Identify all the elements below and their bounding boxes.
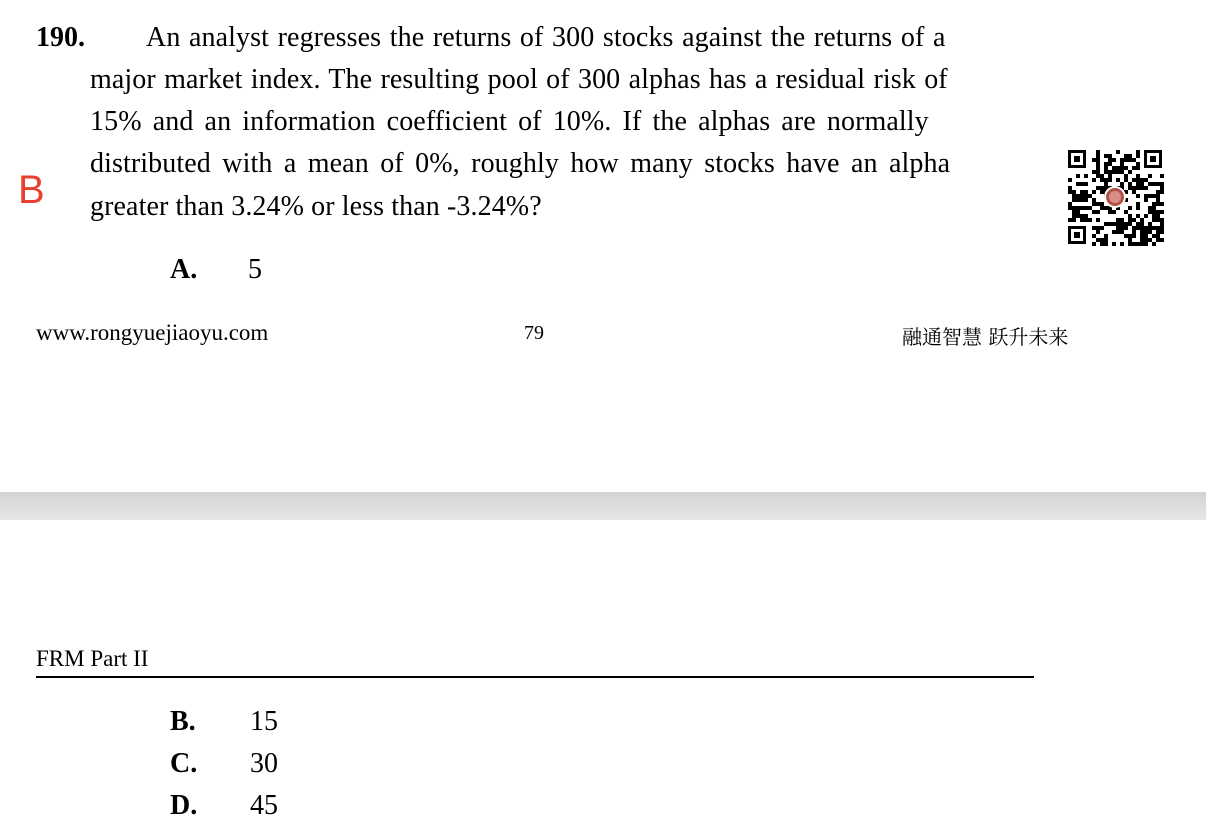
answer-mark: B [18, 168, 45, 212]
question-line-1: An analyst regresses the returns of 300 stocks against the returns of a [146, 22, 946, 53]
seal-logo-icon [1104, 186, 1126, 208]
qr-code-icon [1066, 148, 1164, 246]
question-number: 190. [36, 22, 85, 53]
question-line-5: greater than 3.24% or less than -3.24%? [90, 191, 542, 222]
option-b-value: 15 [250, 706, 278, 737]
header-title: FRM Part II [36, 646, 149, 671]
question-line-3: 15% and an information coefficient of 10%. If the alphas are normally [90, 106, 929, 137]
option-d-value: 45 [250, 790, 278, 821]
option-a-letter: A. [170, 254, 198, 285]
footer-slogan: 融通智慧 跃升未来 [902, 325, 1069, 349]
page-number: 79 [524, 322, 544, 344]
footer-website: www.rongyuejiaoyu.com [36, 320, 269, 345]
option-b-letter: B. [170, 706, 196, 737]
option-d-letter: D. [170, 790, 198, 821]
option-a-value: 5 [248, 254, 262, 285]
page-separator [0, 492, 1206, 520]
page-bottom [0, 520, 1206, 826]
question-line-4: distributed with a mean of 0%, roughly how many stocks have an alpha [90, 148, 951, 179]
option-c-value: 30 [250, 748, 278, 779]
option-c-letter: C. [170, 748, 198, 779]
header-rule [36, 676, 1034, 678]
question-line-2: major market index. The resulting pool of 300 alphas has a residual risk of [90, 64, 948, 95]
